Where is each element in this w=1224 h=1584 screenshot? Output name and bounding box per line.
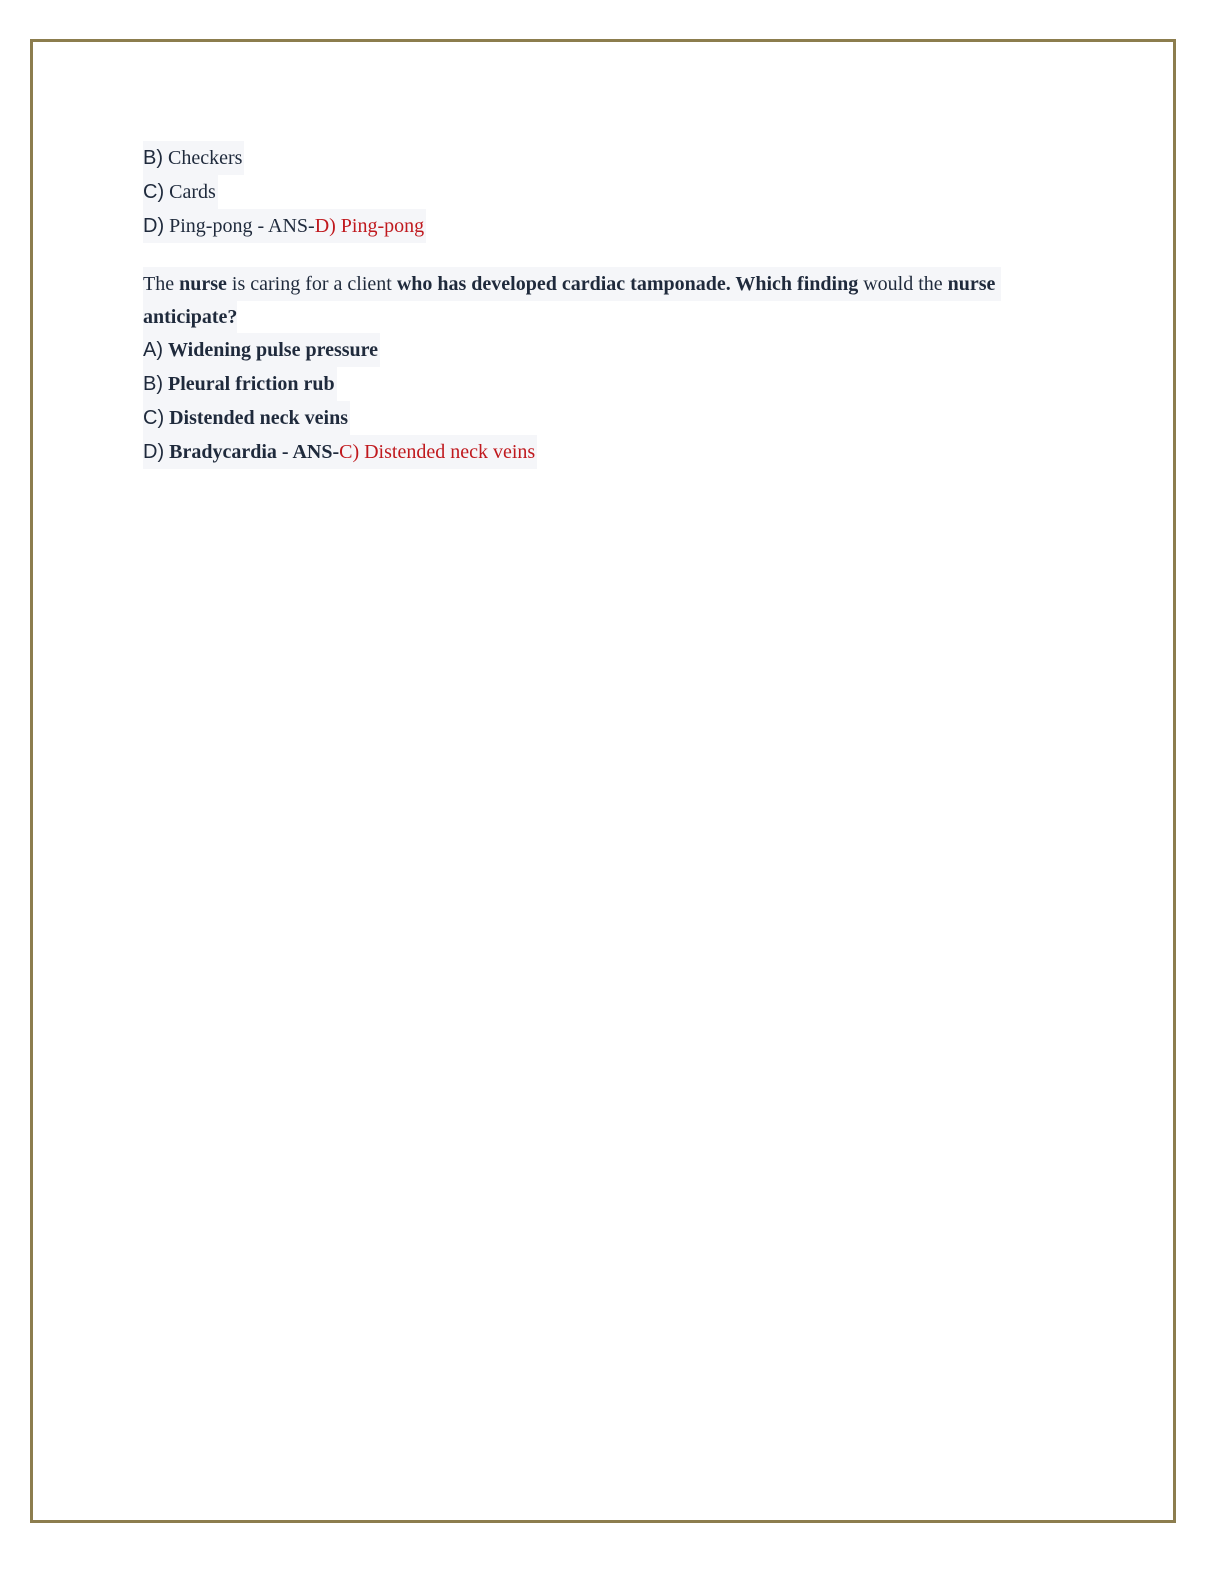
option-letter: D) [143,441,165,463]
question-line-1 [143,267,1083,301]
option-text: Distended neck veins [169,407,349,429]
option-b [143,367,1083,401]
question-text: nurse [947,273,996,295]
option-d [143,209,1083,243]
option-d [143,435,1083,469]
option-text: Checkers [168,147,243,169]
option-c [143,175,1083,209]
option-text: Ping-pong - ANS- [169,215,315,237]
question-text: The [143,273,180,295]
question-text: who has developed cardiac tamponade. Which finding [396,273,859,295]
option-c [143,401,1083,435]
option-letter: B) [143,147,163,169]
option-letter: A) [143,339,163,361]
option-text: Pleural friction rub [168,373,335,395]
question-text: would the [858,273,948,295]
question-text: anticipate? [143,301,237,333]
option-letter: C) [143,181,165,203]
option-text: Widening pulse pressure [168,339,379,361]
answer-text: C) Distended neck veins [339,441,536,463]
option-b [143,141,1083,175]
option-a [143,333,1083,367]
question-line-2 [143,301,1083,333]
option-letter: B) [143,373,163,395]
document-content [143,141,1083,469]
question-text: is caring for a client [226,273,397,295]
option-text: Bradycardia - ANS- [169,441,340,463]
answer-text: D) Ping-pong [314,215,425,237]
question-text: nurse [179,273,227,295]
option-letter: D) [143,215,165,237]
option-text: Cards [169,181,216,203]
option-letter: C) [143,407,165,429]
